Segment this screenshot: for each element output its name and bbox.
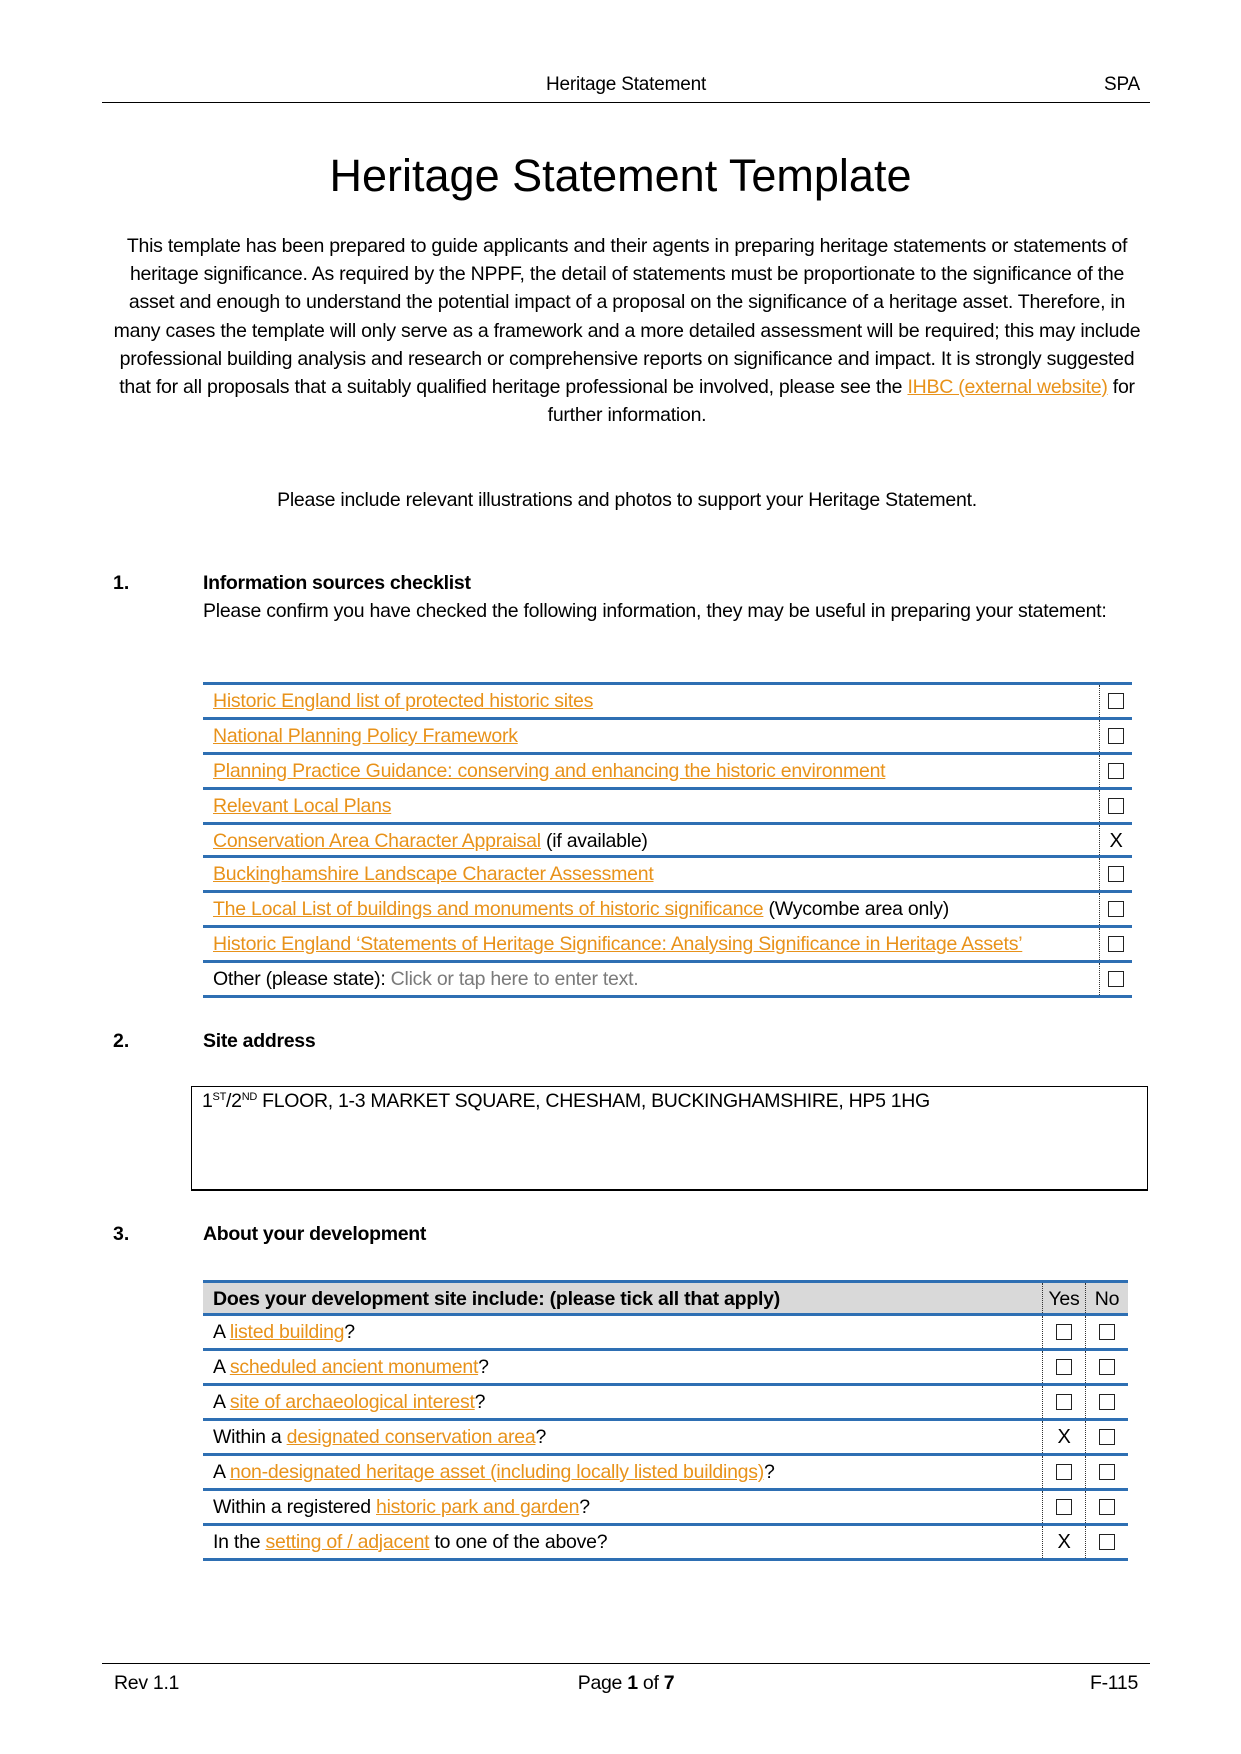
checklist-label [203,719,1100,754]
yes-cell [1043,1490,1086,1525]
question-suffix: ? [344,1321,355,1343]
checklist-label [203,684,1100,719]
section-1-number: 1. [113,572,130,594]
header-code: SPA [1103,74,1140,95]
checkbox-icon[interactable] [1108,798,1124,814]
question-prefix: In the [213,1531,266,1553]
development-question [203,1315,1043,1350]
yes-cell [1043,1420,1086,1455]
site-address-field[interactable] [191,1086,1148,1191]
section-3-title: About your development [203,1223,427,1245]
section-1-title: Information sources checklist [203,572,471,594]
checklist-link[interactable]: Historic England list of protected historic sites [213,690,594,712]
section-2-number: 2. [113,1030,130,1052]
checkbox-cell [1100,857,1133,892]
yes-checked-mark-icon[interactable]: X [1057,1531,1071,1553]
page-header [102,74,1150,102]
page-mid: of [637,1672,664,1694]
question-link[interactable]: setting of / adjacent [265,1531,430,1553]
development-table [203,1280,1128,1561]
question-link[interactable]: historic park and garden [376,1496,580,1518]
no-checkbox-icon[interactable] [1099,1429,1115,1445]
checklist-row-other [203,962,1132,997]
checklist-row [203,824,1132,857]
intro-text: This template has been prepared to guide applicants and their agents in preparing heritage statements or statements of heritage significance. As required by the NPPF, the detail of statements must be proportionate to the significance of the asset and enough to understand the potential impact of a proposal on the significance of a heritage asset. Therefore, in many cases the template will only serve as a framework and a more detailed assessment will be required; this may include professional building analysis and research or comprehensive reports on significance and impact. It is strongly suggested that for all proposals that a suitably qualified heritage professional be involved, please see the [113,235,1141,399]
question-suffix: ? [474,1391,486,1413]
checkbox-icon[interactable] [1108,866,1124,882]
header-question: Does your development site include: (please tick all that apply) [203,1282,1043,1315]
checklist-link[interactable]: The Local List of buildings and monuments of historic significance [213,898,764,920]
checklist-row [203,789,1132,824]
no-checkbox-icon[interactable] [1099,1359,1115,1375]
checklist-row [203,857,1132,892]
no-cell [1086,1385,1129,1420]
checklist-link[interactable]: Planning Practice Guidance: conserving and enhancing the historic environment [213,760,886,782]
no-cell [1086,1490,1129,1525]
yes-cell [1043,1350,1086,1385]
address-sup-2: ND [241,1091,257,1103]
yes-checkbox-icon[interactable] [1056,1324,1072,1340]
yes-cell [1043,1385,1086,1420]
checklist-row [203,754,1132,789]
header-no: No [1086,1282,1129,1315]
sources-checklist [203,682,1132,998]
development-row [203,1420,1128,1455]
no-cell [1086,1525,1129,1560]
checkbox-cell [1100,824,1133,857]
checklist-link[interactable]: National Planning Policy Framework [213,725,518,747]
yes-cell [1043,1315,1086,1350]
checkbox-cell [1100,719,1133,754]
form-code: F-115 [1090,1672,1138,1694]
question-suffix: ? [579,1496,590,1518]
yes-checkbox-icon[interactable] [1056,1464,1072,1480]
checkbox-cell [1100,892,1133,927]
development-question [203,1525,1043,1560]
address-text: FLOOR, 1-3 MARKET SQUARE, CHESHAM, BUCKINGHAMSHIRE, HP5 1HG [256,1090,930,1112]
checkbox-icon[interactable] [1108,936,1124,952]
no-cell [1086,1455,1129,1490]
development-row [203,1490,1128,1525]
question-link[interactable]: site of archaeological interest [229,1391,475,1413]
address-ordinal-1: 1 [202,1090,213,1112]
checklist-row [203,719,1132,754]
header-divider [102,102,1150,103]
question-prefix: A [213,1461,230,1483]
yes-checkbox-icon[interactable] [1056,1359,1072,1375]
page-footer [102,1672,1150,1700]
yes-checked-mark-icon[interactable]: X [1057,1426,1071,1448]
section-3-number: 3. [113,1223,130,1245]
checkbox-icon[interactable] [1108,971,1124,987]
development-question [203,1490,1043,1525]
checkbox-cell [1100,789,1133,824]
question-prefix: Within a registered [213,1496,376,1518]
yes-checkbox-icon[interactable] [1056,1499,1072,1515]
development-row [203,1350,1128,1385]
checkbox-icon[interactable] [1108,728,1124,744]
checklist-link[interactable]: Historic England ‘Statements of Heritage Significance: Analysing Significance in Heritage Assets’ [213,933,1023,955]
intro-note: Please include relevant illustrations and photos to support your Heritage Statement. [277,489,977,511]
checkbox-icon[interactable] [1108,901,1124,917]
other-label: Other (please state): [213,968,391,990]
development-question [203,1455,1043,1490]
page-prefix: Page [577,1672,628,1694]
no-checkbox-icon[interactable] [1099,1324,1115,1340]
development-row [203,1525,1128,1560]
header-title: Heritage Statement [545,74,707,95]
yes-cell [1043,1455,1086,1490]
address-sup-1: ST [212,1091,227,1103]
section-1-description: Please confirm you have checked the following information, they may be useful in preparing your statement: [203,600,1107,622]
header-yes: Yes [1043,1282,1086,1315]
question-prefix: A [213,1356,230,1378]
question-prefix: A [213,1321,230,1343]
footer-divider [102,1663,1150,1664]
no-cell [1086,1350,1129,1385]
other-label-cell [203,962,1100,997]
section-2-title: Site address [203,1030,316,1052]
checklist-row [203,892,1132,927]
page-number [102,1672,1150,1695]
development-question [203,1420,1043,1455]
question-prefix: A [213,1391,230,1413]
checkbox-icon[interactable] [1108,693,1124,709]
checklist-link[interactable]: Conservation Area Character Appraisal [213,830,541,852]
document-title: Heritage Statement Template [329,150,912,201]
question-suffix: ? [764,1461,775,1483]
checkbox-cell [1100,754,1133,789]
development-row [203,1385,1128,1420]
question-link[interactable]: non-designated heritage asset (including locally listed buildings) [229,1461,765,1483]
no-checkbox-icon[interactable] [1099,1464,1115,1480]
checkbox-icon[interactable] [1108,763,1124,779]
checkbox-cell [1100,684,1133,719]
question-link[interactable]: listed building [229,1321,345,1343]
checklist-label [203,857,1100,892]
intro-text-end: for further information. [547,376,1135,427]
no-checkbox-icon[interactable] [1099,1534,1115,1550]
other-text-input[interactable]: Click or tap here to enter text. [390,968,639,990]
question-suffix: ? [535,1426,547,1448]
question-prefix: Within a [213,1426,287,1448]
yes-cell [1043,1525,1086,1560]
checkbox-cell [1100,927,1133,962]
checked-mark-icon[interactable]: X [1109,830,1123,852]
ihbc-link[interactable]: IHBC (external website) [907,376,1108,399]
checklist-label [203,892,1100,927]
question-link[interactable]: scheduled ancient monument [229,1356,479,1378]
question-suffix: ? [478,1356,489,1378]
address-separator: / [226,1090,232,1112]
checklist-row [203,684,1132,719]
checklist-row [203,927,1132,962]
development-question [203,1350,1043,1385]
no-cell [1086,1420,1129,1455]
development-table-header [203,1282,1128,1315]
page-total: 7 [663,1672,675,1694]
question-link[interactable]: designated conservation area [286,1426,536,1448]
development-row [203,1455,1128,1490]
intro-paragraph [112,232,1142,429]
checklist-suffix: (Wycombe area only) [763,898,949,920]
checklist-label [203,754,1100,789]
address-ordinal-2: 2 [231,1090,242,1112]
checklist-link[interactable]: Relevant Local Plans [213,795,392,817]
no-cell [1086,1315,1129,1350]
yes-checkbox-icon[interactable] [1056,1394,1072,1410]
checklist-link[interactable]: Buckinghamshire Landscape Character Assessment [213,863,654,885]
no-checkbox-icon[interactable] [1099,1394,1115,1410]
question-suffix: to one of the above? [429,1531,608,1553]
checklist-label [203,789,1100,824]
checklist-label [203,824,1100,857]
development-question [203,1385,1043,1420]
checklist-suffix: (if available) [540,830,648,852]
page-current: 1 [627,1672,638,1694]
checkbox-cell [1100,962,1133,997]
checklist-label [203,927,1100,962]
development-row [203,1315,1128,1350]
revision-label: Rev 1.1 [114,1672,180,1694]
no-checkbox-icon[interactable] [1099,1499,1115,1515]
